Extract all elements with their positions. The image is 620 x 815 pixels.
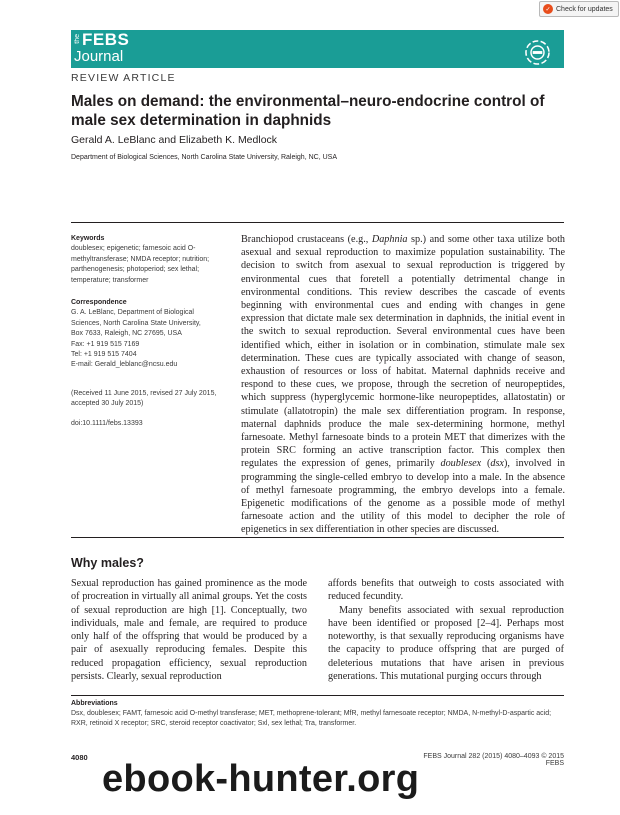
correspondence-line: Box 7633, Raleigh, NC 27695, USA — [71, 330, 182, 338]
body-paragraph: Many benefits associated with sexual reproduction have been identified or proposed [2–4]. Perhaps most noteworthy, is that sexually reproducing organisms have the capacity to produce offspring that are purged of deleterious mutations that have arisen in previous generations. This mutational purging occurs through — [328, 604, 564, 682]
page-number: 4080 — [71, 753, 88, 762]
doi-link[interactable]: doi:10.1111/febs.13393 — [71, 420, 143, 427]
article-title: Males on demand: the environmental–neuro-endocrine control of male sex determination in daphnids — [71, 93, 545, 129]
logo-name-bottom: Journal — [74, 48, 124, 65]
article-authors: Gerald A. LeBlanc and Elizabeth K. Medlock — [71, 134, 278, 146]
abbreviations-text: Dsx, doublesex; FAMT, farnesoic acid O-methyl transferase; MET, methoprene-tolerant; MfR, methyl farnesoate receptor; NMDA, N-methyl-D-aspartic acid; RXR, retinoid X receptor; SRC, steroid receptor coactivator; Sxl, sex lethal; Tra, transformer. — [71, 710, 552, 728]
febs-society-icon — [525, 40, 550, 65]
correspondence-line: Tel: +1 919 515 7404 — [71, 351, 137, 359]
correspondence-line: Fax: +1 919 515 7169 — [71, 340, 140, 348]
keywords-block — [71, 234, 231, 286]
abbreviations-block — [71, 699, 564, 730]
author-affiliation: Department of Biological Sciences, North Carolina State University, Raleigh, NC, USA — [71, 154, 337, 161]
divider — [71, 695, 564, 696]
correspondence-email[interactable]: E-mail: Gerald_leblanc@ncsu.edu — [71, 361, 178, 369]
watermark-text: ebook-hunter.org — [102, 758, 420, 800]
journal-logo — [74, 31, 146, 67]
logo-prefix: the — [74, 34, 81, 44]
abstract: Branchiopod crustaceans (e.g., Daphnia sp.) and some other taxa utilize both asexual and sexual reproduction to maximize population sustainability. The decision to switch from asexual to sexual reproduction is triggered by environmental cues that foretell a potentially detrimental change in environmental conditions. This review describes the cascade of events beginning with environmental cues and ending with changes in gene expression that dictate male sex determination in daphnids, the initial event in the switch to sexual reproduction. Several environmental cues have been identified which, either in isolation or in combination, stimulate male sex determination. These cues are typically associated with change of season, exhaustion of resources or loss of habitat. Maternal daphnids receive and respond to these cues, we propose, through the secretion of neuropeptides, which suppress (hyperglycemic hormone-like neuropeptides, allatostatin) or stimulate (allatotropin) the male sex differentiation program. In response, maternal daphnids produce the male sex-determining hormone, methyl farnesoate. Methyl farnesoate binds to a protein MET that dimerizes with the protein SRC forming an active transcription factor. This complex then regulates the expression of genes, primarily doublesex (dsx), involved in programming the single-celled embryo to develop into a male. In the absence of methyl farnesoate programming, the embryo develops into a female. Epigenetic modifications of the genome as a possible mode of methyl farnesoate action and the utility of this model to decipher the role of epigenetics in sex differentiation in other species are discussed. — [241, 234, 565, 536]
received-dates: (Received 11 June 2015, revised 27 July 2015, accepted 30 July 2015) — [71, 390, 217, 408]
correspondence-heading: Correspondence — [71, 299, 127, 306]
crossmark-icon: ✓ — [543, 4, 553, 14]
body-column-right — [328, 577, 564, 683]
check-for-updates-button[interactable] — [539, 1, 619, 17]
check-for-updates-label: Check for updates — [556, 5, 613, 13]
section-heading: Why males? — [71, 556, 144, 570]
correspondence-line: Sciences, North Carolina State University, — [71, 319, 201, 327]
correspondence-block — [71, 298, 231, 371]
body-column-left — [71, 577, 307, 683]
body-paragraph: affords benefits that outweigh to costs associated with reduced fecundity. — [328, 578, 564, 603]
correspondence-line: G. A. LeBlanc, Department of Biological — [71, 309, 194, 317]
abbreviations-heading: Abbreviations — [71, 700, 118, 707]
article-type: REVIEW ARTICLE — [71, 72, 176, 84]
journal-citation: FEBS Journal 282 (2015) 4080–4093 © 2015 FEBS — [423, 753, 564, 767]
divider — [71, 222, 564, 223]
logo-name-top: FEBS — [82, 30, 130, 49]
body-paragraph: Sexual reproduction has gained prominence as the mode of procreation in virtually all animal groups. Yet the costs of sexual reproduction are high [1]. Conceptually, two individuals, male and female, are required to produce only half of the offspring that would be produced by a pair of asexually reproducing females. Despite this reduced propagation efficiency, sexual reproduction persists. Clearly, sexual reproduction — [71, 578, 307, 682]
divider — [71, 537, 564, 538]
keywords-heading: Keywords — [71, 235, 105, 242]
keywords-text: doublesex; epigenetic; farnesoic acid O-methyltransferase; NMDA receptor; nutrition; parthenogenesis; photoperiod; sex lethal; temperature; transformer — [71, 245, 210, 284]
